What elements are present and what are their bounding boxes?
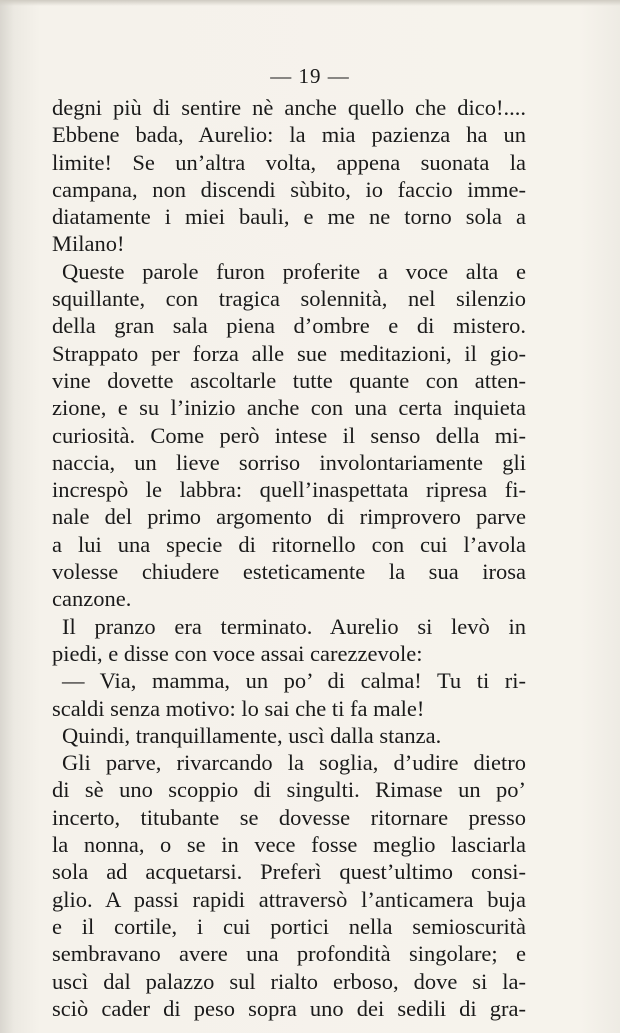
- text-line: campana, non discendi sùbito, io faccio imme-: [52, 176, 526, 202]
- text-line: piedi, e disse con voce assai carezzevole:: [52, 640, 423, 666]
- text-line: uscì dal palazzo sul rialto erboso, dove si la-: [52, 968, 526, 994]
- text-line: limite! Se un’altra volta, appena suonata la: [52, 149, 526, 175]
- text-line: della gran sala piena d’ombre e di mistero.: [52, 313, 526, 339]
- text-line: glio. A passi rapidi attraversò l’anticamera buja: [52, 886, 526, 912]
- text-line: — Via, mamma, un po’ di calma! Tu ti ri-: [62, 668, 526, 694]
- text-line: naccia, un lieve sorriso involontariamente gli: [52, 449, 526, 475]
- page-top-edge: [0, 0, 620, 6]
- text-line: curiosità. Come però intese il senso della mi-: [52, 422, 526, 448]
- text-line: nale del primo argomento di rimprovero parve: [52, 504, 526, 530]
- text-line: di sè uno scoppio di singulti. Rimase un po’: [52, 777, 526, 803]
- text-line: Ebbene bada, Aurelio: la mia pazienza ha un: [52, 122, 526, 148]
- text-line: canzone.: [52, 586, 132, 612]
- text-line: Gli parve, rivarcando la soglia, d’udire dietro: [62, 750, 526, 776]
- text-line: Strappato per forza alle sue meditazioni, il gio-: [52, 340, 526, 366]
- text-line: sciò cader di peso sopra uno dei sedili di gra-: [52, 995, 526, 1021]
- text-line: sola ad acquetarsi. Preferì quest’ultimo consi-: [52, 859, 526, 885]
- text-line: la nonna, o se in vece fosse meglio lasciarla: [52, 832, 526, 858]
- text-line: e il cortile, i cui portici nella semioscurità: [52, 913, 526, 939]
- text-line: squillante, con tragica solennità, nel silenzio: [52, 286, 526, 312]
- text-line: volesse chiudere esteticamente la sua irosa: [52, 559, 526, 585]
- text-line: vine dovette ascoltarle tutte quante con atten-: [52, 367, 526, 393]
- text-line: zione, e su l’inizio anche con una certa inquieta: [52, 395, 526, 421]
- text-line: increspò le labbra: quell’inaspettata ripresa fi-: [52, 477, 526, 503]
- text-line: incerto, titubante se dovesse ritornare presso: [52, 804, 526, 830]
- text-line: scaldi senza motivo: lo sai che ti fa male!: [52, 695, 425, 721]
- text-line: Quindi, tranquillamente, uscì dalla stanza.: [62, 722, 442, 748]
- text-line: Queste parole furon proferite a voce alta e: [62, 258, 526, 284]
- text-line: sembravano avere una profondità singolare; e: [52, 941, 526, 967]
- body-text: [52, 94, 526, 1022]
- text-line: diatamente i miei bauli, e me ne torno sola a: [52, 204, 526, 230]
- text-line: Milano!: [52, 231, 125, 257]
- page-number: — 19 —: [270, 64, 350, 88]
- text-line: Il pranzo era terminato. Aurelio si levò in: [62, 613, 526, 639]
- text-line: degni più di sentire nè anche quello che dico!....: [52, 95, 526, 120]
- text-line: a lui una specie di ritornello con cui l’avola: [52, 531, 526, 557]
